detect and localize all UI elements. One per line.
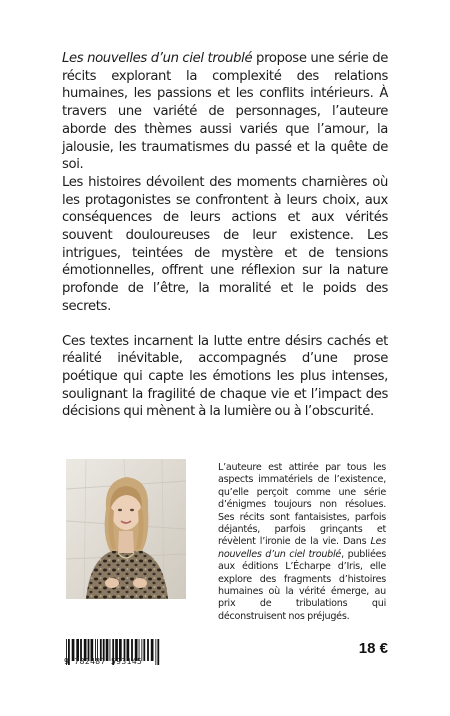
book-title: Les nouvelles d’un ciel troublé	[62, 51, 253, 66]
author-portrait-image	[66, 459, 186, 599]
synopsis-paragraph-2: Les histoires dévoilent des moments charnières où les protagonistes se confrontent à leurs choix, aux conséquences de leurs actions et aux vérités souvent douloureuses de leur existence. Les intrigues, teintées de mystère et de tensions émotionnelles, offrent une réflexion sur la nature profonde de l’être, la moralité et le poids des secrets.	[62, 174, 388, 314]
synopsis-paragraph-1-text: propose une série de récits explorant la complexité des relations humaines, les passions et les conflits intérieurs. À travers une variété de personnages, l’auteure aborde des thèmes aussi variés que l’amour, la jalousie, les traumatismes du passé et la quête de soi.	[62, 51, 388, 173]
author-biography	[218, 462, 386, 623]
author-biography-text: L’auteure est attirée par tous les aspects immatériels de l’existence, qu’elle perçoit comme une série d’énigmes toujours non résolues. Ses récits sont fantaisistes, parfois déjantés, parfois grinçants et révèlent l’ironie de la vie. Dans	[218, 462, 386, 548]
author-biography-book-title: Les nouvelles d’un ciel troublé	[218, 536, 386, 560]
price-label: 18 €	[358, 640, 388, 657]
author-biography-text-end: , publiées aux éditions L’Écharpe d’Iris, elle explore des fragments d’histoires humaines où la vérité émerge, au prix de tribulations qui déconstruisent nos préjugés.	[218, 548, 386, 622]
back-cover-synopsis	[62, 50, 388, 421]
synopsis-paragraph-3: Ces textes incarnent la lutte entre désirs cachés et réalité inévitable, accompagnés d’une prose poétique qui capte les émotions les plus intenses, soulignant la fragilité de chaque vie et l’impact des décisions qui mènent à la lumière ou à l’obscurité.	[62, 333, 388, 420]
synopsis-paragraph-1	[62, 50, 388, 174]
isbn-digits: 9 782487 593145	[64, 657, 143, 666]
author-photo	[66, 459, 186, 599]
isbn-barcode	[64, 630, 160, 674]
